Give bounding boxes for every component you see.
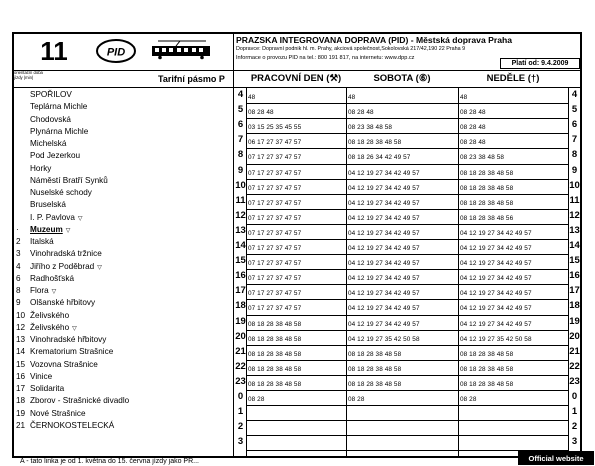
- hour-label-left: 17: [235, 285, 246, 297]
- stop-travel-time: 15: [16, 359, 26, 369]
- grid-row-line: [246, 284, 568, 285]
- stop-travel-time: ·: [16, 224, 19, 234]
- departure-minutes: 08 28: [348, 396, 365, 403]
- grid-row-line: [246, 224, 568, 225]
- stop-name: SPOŘILOV: [30, 90, 72, 99]
- footer-note: A - tato linka je od 1. května do 15. června jízdy jako PR...: [20, 458, 199, 465]
- stop-name: Michelská: [30, 139, 67, 148]
- hour-label-right: 17: [569, 285, 580, 297]
- stop-item: [30, 115, 71, 124]
- grid-row-line: [246, 345, 568, 346]
- grid-row-line: [246, 118, 568, 119]
- stop-item: [16, 298, 95, 307]
- departure-minutes: 08 18 28 38 48 58: [348, 365, 402, 373]
- grid-row-line: [246, 164, 568, 165]
- stop-name: ČERNOKOSTELECKÁ: [30, 420, 115, 430]
- stop-travel-time: 2: [16, 237, 21, 246]
- stop-item: [30, 188, 92, 197]
- stop-item: [16, 421, 114, 430]
- departure-minutes: 08 23 38 48 58: [348, 124, 393, 132]
- tram-icon: [150, 40, 212, 60]
- grid-row-line: [246, 179, 568, 180]
- grid-row-line: [246, 330, 568, 331]
- stop-item: [16, 347, 113, 356]
- departure-minutes: 07 17 27 37 47 57: [248, 169, 302, 177]
- grid-column-line: [346, 88, 347, 458]
- stop-travel-time: 16: [16, 371, 26, 381]
- grid-row-line: [246, 103, 568, 104]
- hour-label-left: 22: [235, 360, 246, 372]
- stop-name: Pod Jezerkou: [30, 151, 81, 161]
- departure-minutes: 08 28 48: [460, 109, 486, 117]
- departure-minutes: 08 18 28 38 48 58: [348, 380, 402, 388]
- subheader-bottom-line: [12, 87, 582, 88]
- departure-minutes: 08 18 28 38 48 56: [460, 214, 514, 222]
- hour-label-right: 11: [569, 194, 580, 206]
- stop-item: [30, 127, 88, 136]
- transfer-arrow-icon: ▽: [77, 215, 83, 222]
- header-bottom-line: [12, 70, 582, 71]
- hour-label-right: 20: [569, 330, 580, 342]
- stop-name: Želivského: [30, 310, 70, 320]
- departure-minutes: 08 18 28 38 48 58: [460, 184, 514, 192]
- hour-label-left: 14: [235, 240, 246, 251]
- departure-minutes: 04 12 19 27 34 42 49 57: [460, 245, 532, 252]
- departure-minutes: 08 18 28 38 48 58: [248, 365, 302, 373]
- departure-minutes: 04 12 19 27 34 42 49 57: [348, 184, 420, 192]
- departure-minutes: 08 23 38 48 58: [460, 154, 505, 162]
- route-number: 11: [40, 35, 68, 66]
- hour-label-left: 13: [235, 224, 246, 236]
- grid-row-line: [246, 269, 568, 270]
- departure-minutes: 03 15 25 35 45 55: [248, 124, 302, 132]
- stop-item: [30, 176, 108, 185]
- departure-minutes: 04 12 19 27 34 42 49 57: [348, 214, 420, 222]
- departure-minutes: 04 12 19 27 34 42 49 57: [460, 305, 532, 313]
- grid-row-line: [246, 390, 568, 391]
- hour-label-left: 21: [235, 345, 246, 357]
- departure-minutes: 08 18 28 38 48 58: [460, 169, 514, 177]
- departure-minutes: 04 12 19 27 34 42 49 57: [460, 290, 532, 298]
- stop-item: [16, 372, 52, 381]
- hour-label-left: 8: [237, 149, 244, 161]
- departure-minutes: 08 18 28 38 48 58: [348, 139, 402, 147]
- stop-name: I. P. Pavlova: [30, 212, 75, 222]
- stop-item: [16, 274, 74, 283]
- hour-label-left: 23: [235, 375, 246, 387]
- stop-name: Olšanské hřbitovy: [30, 298, 96, 308]
- departure-minutes: 04 12 19 27 34 42 49 57: [460, 229, 532, 237]
- transfer-arrow-icon: ▽: [65, 227, 71, 234]
- departure-minutes: 48: [460, 94, 468, 101]
- hour-label-left: 15: [235, 255, 246, 267]
- departure-minutes: 08 18 28 38 48 58: [460, 350, 514, 358]
- column-sunday: NEDĚLE (†): [486, 73, 540, 84]
- departure-minutes: 07 17 27 37 47 57: [248, 275, 302, 283]
- transfer-arrow-icon: ▽: [97, 264, 102, 271]
- departure-minutes: 07 17 27 37 47 57: [248, 214, 302, 222]
- hour-label-left: 1: [237, 406, 244, 418]
- grid-row-line: [246, 239, 568, 240]
- grid-row-line: [246, 435, 568, 436]
- stop-travel-time: 3: [16, 249, 21, 259]
- hour-label-left: 11: [235, 194, 246, 206]
- hour-label-right: 18: [569, 300, 580, 312]
- stop-travel-time: 9: [16, 298, 21, 308]
- stop-item: [16, 323, 77, 332]
- stop-travel-time: 10: [16, 310, 26, 320]
- departure-minutes: 08 18 26 34 42 49 57: [348, 154, 411, 162]
- hour-label-left: 18: [235, 300, 246, 312]
- departure-minutes: 08 18 28 38 48 58: [248, 335, 302, 343]
- stop-item: [16, 396, 129, 405]
- hour-label-right: 5: [571, 104, 578, 116]
- stop-travel-time: 6: [16, 273, 21, 283]
- hour-label-right: 13: [569, 224, 580, 236]
- column-weekday: PRACOVNÍ DEN (⚒): [250, 73, 342, 84]
- hour-label-right: 21: [569, 345, 580, 357]
- departure-minutes: 04 12 19 27 34 42 49 57: [460, 275, 532, 283]
- hour-label-right: 12: [569, 209, 580, 221]
- stop-name: Solidarita: [30, 384, 65, 393]
- hour-label-left: 4: [237, 89, 244, 100]
- grid-row-line: [246, 254, 568, 255]
- stop-name: Bruselská: [30, 200, 66, 210]
- stop-item: [30, 151, 80, 160]
- departure-minutes: 04 12 19 27 34 42 49 57: [348, 275, 420, 283]
- grid-row-line: [246, 299, 568, 300]
- stop-item: [16, 286, 56, 295]
- stop-travel-time: 19: [16, 408, 26, 418]
- hour-label-left: 19: [235, 315, 246, 327]
- stop-name: Vinohradské hřbitovy: [30, 335, 107, 344]
- departure-minutes: 04 12 19 27 34 42 49 57: [348, 305, 420, 313]
- departure-minutes: 08 18 28 38 48 58: [460, 365, 514, 373]
- stop-name: Želivského: [30, 322, 70, 332]
- stop-name: Nuselské schody: [30, 188, 92, 197]
- departure-minutes: 06 17 27 37 47 57: [248, 139, 302, 147]
- departure-minutes: 04 12 19 27 34 42 49 57: [348, 229, 420, 237]
- departure-minutes: 04 12 19 27 34 42 49 57: [348, 260, 420, 268]
- stop-travel-time: 13: [16, 335, 26, 344]
- stop-item: [16, 249, 102, 258]
- departure-minutes: 08 28: [248, 396, 265, 403]
- hour-label-left: 9: [237, 164, 244, 176]
- departure-minutes: 08 18 28 38 48 58: [460, 199, 514, 207]
- stop-item: [30, 164, 51, 173]
- stop-item: [16, 262, 102, 271]
- stop-name: Nové Strašnice: [30, 408, 86, 418]
- stop-name: Flora: [30, 286, 49, 295]
- stop-item: [16, 384, 64, 393]
- hour-label-left: 10: [235, 179, 246, 191]
- stop-travel-time: 14: [16, 347, 26, 357]
- stop-name: Vozovna Strašnice: [30, 359, 98, 369]
- departure-minutes: 08 18 28 38 48 58: [460, 380, 514, 388]
- hour-label-left: 20: [235, 330, 246, 342]
- hour-label-right: 1: [571, 406, 578, 418]
- departure-minutes: 04 12 19 27 34 42 49 57: [460, 320, 532, 328]
- departure-minutes: 48: [348, 94, 356, 101]
- stop-name: Vinohradská tržnice: [30, 249, 102, 259]
- grid-row-line: [246, 375, 568, 376]
- grid-row-line: [246, 133, 568, 134]
- hour-label-left: 0: [237, 391, 244, 402]
- travel-time-note-line2: jízdy (min): [14, 74, 34, 80]
- stop-name: Italská: [30, 237, 54, 246]
- grid-row-line: [246, 194, 568, 195]
- departure-minutes: 07 17 27 37 47 57: [248, 184, 302, 192]
- hour-label-right: 2: [571, 421, 578, 433]
- stop-item: [16, 335, 106, 344]
- departure-minutes: 08 18 28 38 48 58: [348, 350, 402, 358]
- grid-column-line: [458, 88, 459, 458]
- travel-time-note: [14, 71, 43, 80]
- departure-minutes: 08 28 48: [348, 109, 374, 117]
- stop-item: [16, 237, 54, 246]
- travel-time-note-line1: orientační doba: [14, 70, 43, 75]
- hour-label-right: 7: [571, 134, 578, 146]
- stop-item: [16, 225, 70, 234]
- departure-minutes: 04 12 19 27 35 42 50 58: [460, 335, 532, 343]
- departure-minutes: 07 17 27 37 47 57: [248, 199, 302, 207]
- transfer-arrow-icon: ▽: [72, 325, 77, 332]
- departure-minutes: 07 17 27 37 47 57: [248, 260, 302, 268]
- stop-name: Jiřího z Poděbrad: [30, 261, 95, 271]
- hour-label-left: 3: [237, 436, 244, 448]
- stop-name: Krematorium Strašnice: [30, 347, 114, 357]
- stop-name: Teplárna Michle: [30, 102, 88, 112]
- grid-row-line: [246, 405, 568, 406]
- hour-label-right: 15: [569, 255, 580, 267]
- hour-label-right: 16: [569, 270, 580, 282]
- departure-minutes: 04 12 19 27 34 42 49 57: [348, 290, 420, 298]
- departure-minutes: 04 12 19 27 34 42 49 57: [460, 260, 532, 268]
- stop-item: [16, 409, 86, 418]
- hour-label-left: 12: [235, 209, 246, 221]
- pid-logo-text: PID: [106, 46, 126, 59]
- departure-minutes: 07 17 27 37 47 57: [248, 229, 302, 237]
- hour-label-right: 19: [569, 315, 580, 327]
- hour-label-right: 23: [569, 375, 580, 387]
- stop-item: [30, 90, 72, 99]
- stop-travel-time: 18: [16, 396, 26, 406]
- stop-item: [30, 139, 66, 148]
- departure-minutes: 08 18 28 38 48 58: [248, 350, 302, 358]
- grid-row-line: [246, 209, 568, 210]
- stop-item: [30, 200, 66, 209]
- stop-item: [30, 102, 87, 111]
- stop-name: Muzeum: [30, 224, 63, 234]
- stop-travel-time: 4: [16, 261, 21, 271]
- departure-minutes: 07 17 27 37 47 57: [248, 290, 302, 298]
- grid-row-line: [246, 420, 568, 421]
- hour-label-left: 16: [235, 270, 246, 282]
- stop-travel-time: 17: [16, 384, 26, 393]
- stop-item: [30, 213, 83, 222]
- hour-label-right: 4: [571, 89, 578, 100]
- stop-name: Chodovská: [30, 114, 71, 124]
- grid-column-line: [246, 88, 247, 458]
- hour-label-right: 6: [571, 119, 578, 131]
- stop-name: Radhošťská: [30, 273, 75, 283]
- hour-label-right: 8: [571, 149, 578, 161]
- departure-minutes: 07 17 27 37 47 57: [248, 305, 302, 313]
- stop-travel-time: 8: [16, 286, 21, 295]
- column-saturday: SOBOTA (⑥): [373, 73, 431, 84]
- hour-label-right: 3: [571, 436, 578, 448]
- hour-label-left: 5: [237, 104, 244, 116]
- hour-label-left: 2: [237, 421, 244, 433]
- official-website-link[interactable]: Official website: [518, 451, 594, 465]
- stop-item: [16, 311, 69, 320]
- hour-label-right: 9: [571, 164, 578, 176]
- departure-minutes: 04 12 19 27 34 42 49 57: [348, 169, 420, 177]
- departure-minutes: 08 18 28 38 48 58: [248, 320, 302, 328]
- org-info-operator: Dopravce: Dopravní podnik hl. m. Prahy, akciová společnost,Sokolovská 217/42,190 22 Praha 9: [236, 46, 466, 52]
- header-divider: [233, 32, 234, 70]
- departure-minutes: 08 28 48: [460, 124, 486, 132]
- hour-label-left: 6: [237, 119, 244, 131]
- departure-minutes: 07 17 27 37 47 57: [248, 245, 302, 252]
- stop-name: Vinice: [30, 371, 53, 381]
- valid-from-badge: Platí od: 9.4.2009: [500, 58, 580, 69]
- departure-minutes: 04 12 19 27 35 42 50 58: [348, 335, 420, 343]
- departure-minutes: 04 12 19 27 34 42 49 57: [348, 320, 420, 328]
- hour-label-right: 0: [571, 391, 578, 402]
- stop-travel-time: 21: [16, 420, 26, 430]
- tariff-zone-label: Tarifní pásmo P: [158, 74, 225, 84]
- stop-travel-time: 12: [16, 322, 26, 332]
- org-info-contact: Informace o provozu PID na tel.: 800 191 817, na internetu: www.dpp.cz: [236, 55, 415, 61]
- grid-row-line: [246, 148, 568, 149]
- departure-minutes: 07 17 27 37 47 57: [248, 154, 302, 162]
- grid-row-line: [246, 360, 568, 361]
- departure-minutes: 04 12 19 27 34 42 49 57: [348, 199, 420, 207]
- org-title: PRAZSKA INTEGROVANA DOPRAVA (PID) - Městská doprava Praha: [236, 35, 512, 45]
- stop-name: Plynárna Michle: [30, 126, 89, 136]
- departure-minutes: 08 28: [460, 396, 477, 403]
- stops-divider: [233, 71, 234, 458]
- departure-minutes: 08 18 28 38 48 58: [248, 380, 302, 388]
- transfer-arrow-icon: ▽: [51, 289, 57, 295]
- departure-minutes: 48: [248, 94, 256, 101]
- hour-label-left: 7: [237, 134, 244, 146]
- departure-minutes: 08 28 48: [460, 139, 486, 147]
- stop-name: Zborov - Strašnické divadlo: [30, 396, 130, 406]
- departure-minutes: 08 28 48: [248, 109, 274, 117]
- stop-name: Náměstí Bratří Synků: [30, 175, 108, 185]
- pid-logo-icon: [95, 38, 137, 64]
- grid-row-line: [246, 315, 568, 316]
- stop-name: Horky: [30, 163, 52, 173]
- hour-label-right: 14: [569, 240, 580, 251]
- departure-minutes: 04 12 19 27 34 42 49 57: [348, 245, 420, 252]
- stop-item: [16, 360, 98, 369]
- hour-label-right: 10: [569, 179, 580, 191]
- hour-label-right: 22: [569, 360, 580, 372]
